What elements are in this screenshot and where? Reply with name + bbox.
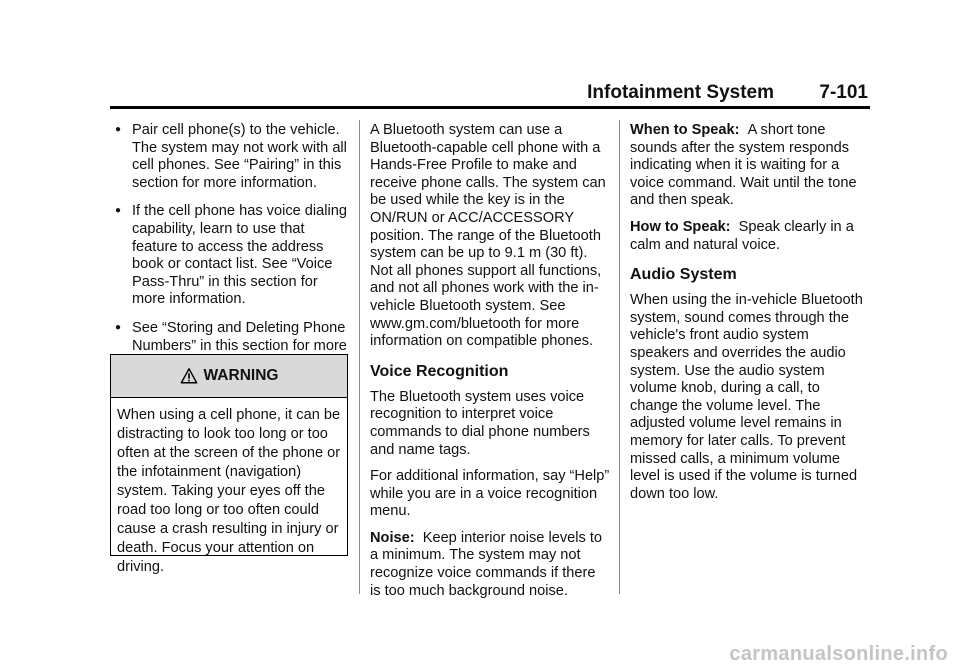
column-divider (619, 120, 620, 594)
how-to-speak-label: How to Speak: (630, 218, 731, 235)
warning-header (111, 355, 347, 398)
voice-recognition-help: For additional information, say “Help” while you are in a voice recognition menu. (370, 468, 610, 520)
noise-paragraph (370, 530, 610, 600)
how-to-speak-paragraph (630, 219, 870, 254)
list-item: ● If the cell phone has voice dialing capability, learn to use that feature to access the address book or contact list. See “Voice Pass-Thru” in this section for more information. (115, 203, 347, 308)
when-to-speak-paragraph (630, 122, 870, 210)
how-to-speak-text: Speak clearly in a calm and natural voice. (630, 218, 854, 253)
noise-text: Keep interior noise levels to a minimum. The system may not recognize voice commands if there is too much background noise. (370, 529, 602, 599)
bluetooth-intro: A Bluetooth system can use a Bluetooth-capable cell phone with a Hands-Free Profile to make and receive phone calls. The system can be used while the key is in the ON/RUN or ACC/ACCESSORY position. The range of the Bluetooth system can be up to 9.1 m (30 ft). Not all phones support all functions, and not all phones work with the in-vehicle Bluetooth system. See www.gm.com/bluetooth for more information on compatible phones. (370, 122, 606, 350)
when-to-speak-label: When to Speak: (630, 122, 740, 138)
noise-label: Noise: (370, 529, 415, 546)
voice-recognition-heading: Voice Recognition (370, 362, 509, 380)
column-divider (359, 120, 360, 594)
warning-text: When using a cell phone, it can be distracting to look too long or too often at the screen of the phone or the infotainment (navigation) system. Taking your eyes off the road too long or too often could cause a crash resulting in injury or death. Focus your attention on driving. (117, 407, 341, 575)
column-right (630, 122, 870, 512)
page-number: 7-101 (819, 82, 868, 103)
watermark: carmanualsonline.info (729, 643, 948, 665)
when-to-speak-text: A short tone sounds after the system responds indicating when it is waiting for a voice command. Wait until the tone and then speak. (630, 122, 857, 209)
voice-recognition-text: The Bluetooth system uses voice recognition to interpret voice commands to dial phone numbers and name tags. (370, 388, 590, 458)
audio-system-text: When using the in-vehicle Bluetooth system, sound comes through the vehicle's front audio system speakers and overrides the audio system. Use the audio system volume knob, during a call, to change the volume level. The adjusted volume level remains in memory for later calls. To prevent missed calls, a minimum volume level is used if the volume is turned down too low. (630, 292, 863, 502)
bullet-icon: ● (115, 205, 122, 217)
column-left (112, 122, 348, 384)
warning-title: WARNING (203, 367, 279, 384)
bullet-icon: ● (115, 124, 122, 135)
list-item: ● See “Storing and Deleting Phone Numbers” in this section for more (115, 319, 347, 354)
page-header (110, 80, 870, 109)
bullet-icon: ● (115, 321, 122, 333)
warning-box (110, 354, 348, 575)
list-item: ● Pair cell phone(s) to the vehicle. The system may not work with all cell phones. See “Pairing” in this section for more information. (115, 122, 347, 191)
section-title: Infotainment System (587, 82, 774, 103)
audio-system-heading: Audio System (630, 266, 737, 284)
column-middle (370, 122, 610, 609)
warning-triangle-icon (180, 367, 198, 385)
